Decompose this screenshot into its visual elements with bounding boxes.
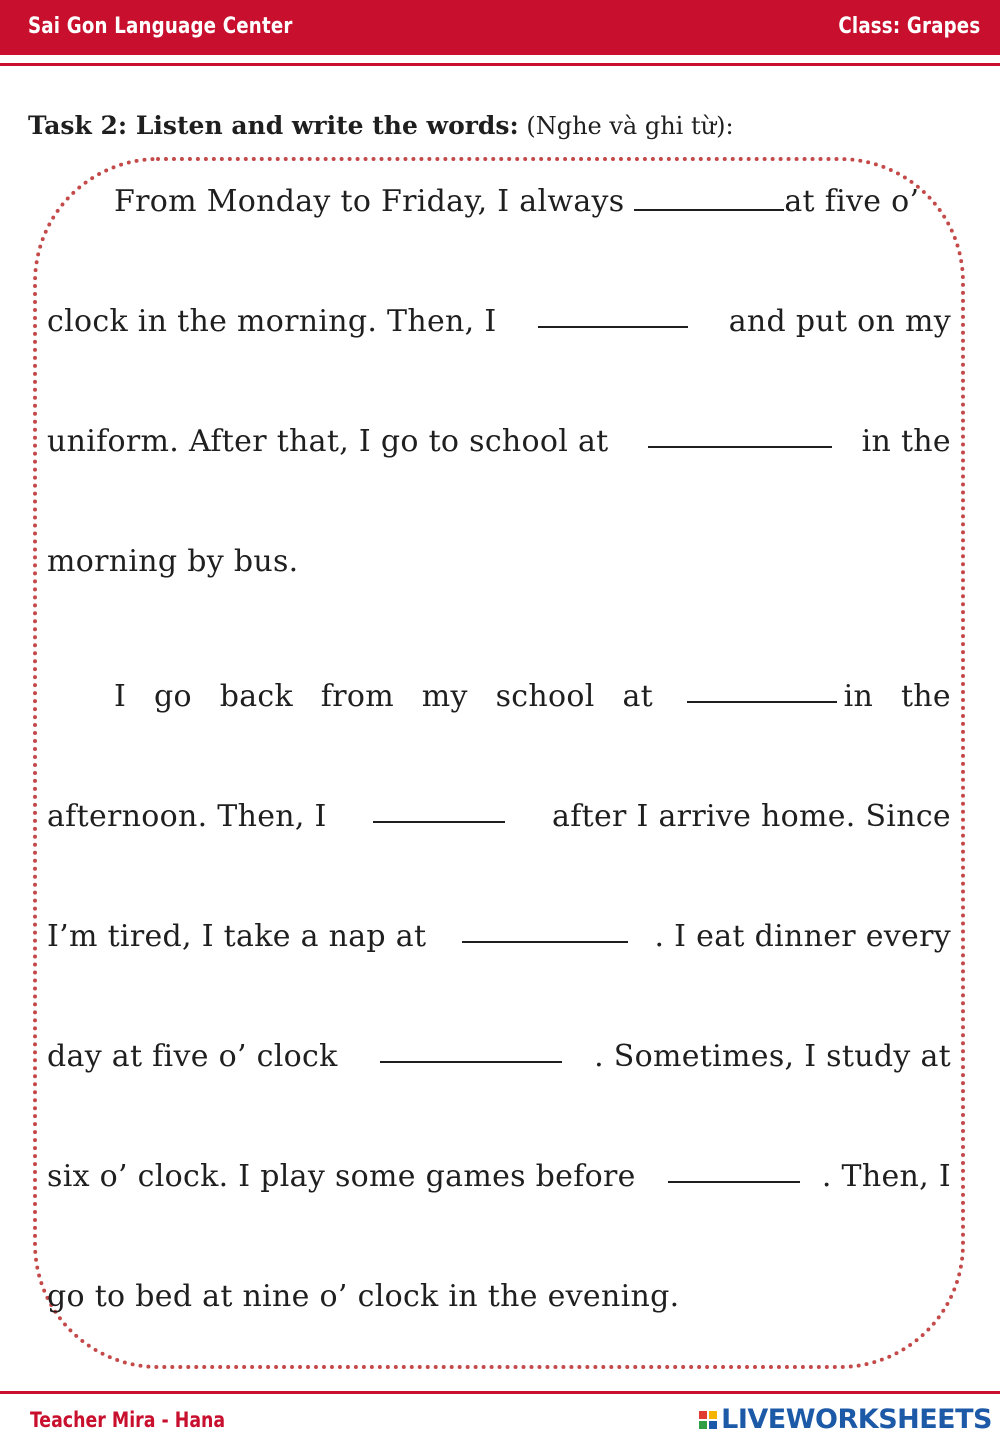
text-line	[47, 178, 951, 298]
task-title-sub: (Nghe và ghi từ):	[518, 112, 734, 140]
text-segment: uniform. After that, I go to school at	[47, 424, 619, 459]
text-segment: in the	[861, 424, 951, 459]
text-line	[47, 913, 951, 1033]
text-line	[47, 1033, 951, 1153]
footer-divider	[0, 1391, 1000, 1394]
text-line	[47, 673, 951, 793]
answer-blank-5[interactable]	[373, 793, 505, 823]
text-segment: at five o’	[784, 184, 920, 219]
answer-blank-8[interactable]	[668, 1153, 800, 1183]
text-segment: go to bed at nine o’ clock in the evening.	[47, 1279, 680, 1314]
answer-blank-2[interactable]	[538, 298, 688, 328]
text-segment: I go back from my school at	[114, 679, 681, 714]
header-bar	[0, 0, 1000, 55]
text-segment: day at five o’ clock	[47, 1039, 348, 1074]
text-segment: in the	[843, 679, 951, 714]
answer-blank-3[interactable]	[648, 418, 832, 448]
text-segment: afternoon. Then, I	[47, 799, 337, 834]
text-segment: I’m tired, I take a nap at	[47, 919, 437, 954]
text-segment: From Monday to Friday, I always	[114, 184, 635, 219]
answer-blank-6[interactable]	[462, 913, 628, 943]
text-line	[47, 1273, 951, 1393]
text-line	[47, 793, 951, 913]
text-line	[47, 418, 951, 538]
logo-text: LIVEWORKSHEETS	[721, 1404, 992, 1435]
text-segment: and put on my	[718, 304, 951, 339]
center-name: Sai Gon Language Center	[28, 14, 293, 39]
text-segment: . I eat dinner every	[654, 919, 951, 954]
text-segment: morning by bus.	[47, 544, 299, 579]
text-segment: six o’ clock. I play some games before	[47, 1159, 646, 1194]
paragraph-2	[47, 673, 951, 1393]
task-title-bold: Task 2: Listen and write the words:	[28, 111, 519, 140]
class-label: Class: Grapes	[837, 14, 980, 39]
answer-blank-1[interactable]	[634, 181, 784, 211]
header-divider	[0, 63, 1000, 66]
answer-blank-7[interactable]	[380, 1033, 562, 1063]
teacher-name: Teacher Mira - Hana	[30, 1408, 226, 1432]
text-segment: . Sometimes, I study at	[594, 1039, 951, 1074]
task-title	[28, 111, 734, 140]
liveworksheets-logo	[699, 1404, 992, 1435]
text-line	[47, 298, 951, 418]
paragraph-1	[47, 178, 951, 658]
text-line	[47, 1153, 951, 1273]
text-segment: clock in the morning. Then, I	[47, 304, 507, 339]
text-segment: after I arrive home. Since	[542, 799, 951, 834]
answer-blank-4[interactable]	[687, 673, 837, 703]
text-line	[47, 538, 951, 658]
text-segment: . Then, I	[821, 1159, 951, 1194]
logo-squares-icon	[699, 1411, 717, 1429]
